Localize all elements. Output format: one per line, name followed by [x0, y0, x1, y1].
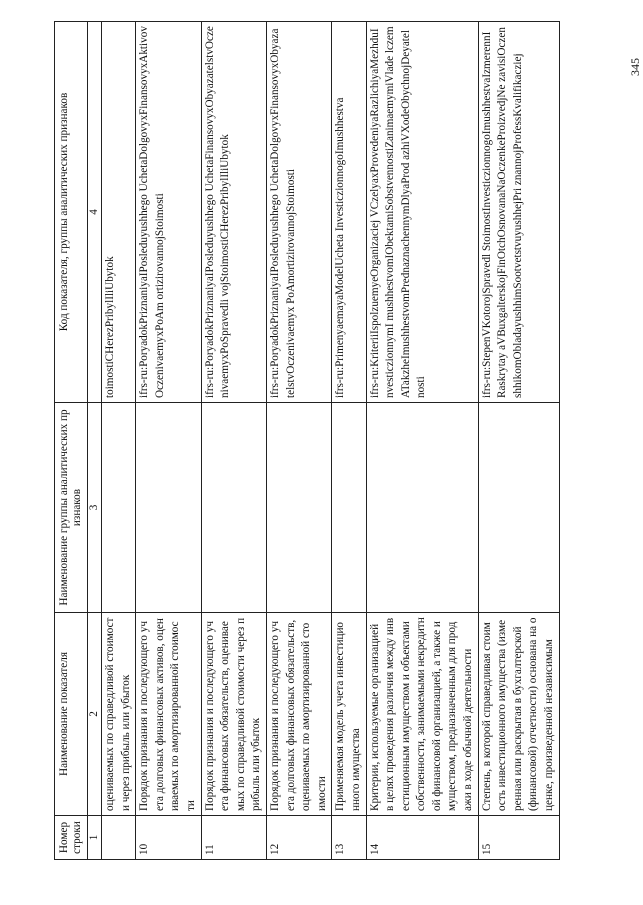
table-row [102, 22, 136, 860]
indicator-code: ifrs-ru:KriteriiIspolzuemyeOrganizaciej VCzelyaxProvedeniyaRazlichiyaMezhduInvesticzionnymI mushhestvomIObektamiSobstvennostiZanimaemymiVlade lczemATakzheImushhestvomPrednaznachennymDlyaProd azhiVXodeObychnojDeyatelnosti [366, 22, 478, 403]
row-number [102, 816, 136, 860]
indicator-name: Порядок признания и последующего учета долговых финансовых обязательств, оцениваемых по амортизированной стоимости [266, 613, 331, 816]
table-row [366, 22, 478, 860]
rotated-table-container [54, 22, 613, 860]
colnum-4: 4 [88, 22, 102, 403]
table-row [478, 22, 559, 860]
row-number: 10 [136, 816, 201, 860]
indicator-code: ifrs-ru:PoryadokPriznaniyaIPosleduyushhego UchetaFinansovyxObyazatelstvOczenivaemyxPoSpravedli vojStoimostiCHerezPribylIliUbytok [201, 22, 266, 403]
group-name [478, 403, 559, 613]
row-number: 11 [201, 816, 266, 860]
page-number: 345 [628, 58, 642, 76]
indicator-table [54, 21, 560, 860]
table-row [266, 22, 331, 860]
colnum-2: 2 [88, 613, 102, 816]
indicator-code: toimostiCHerezPribylIliUbytok [102, 22, 136, 403]
group-name [201, 403, 266, 613]
row-number: 14 [366, 816, 478, 860]
indicator-code: ifrs-ru:PoryadokPriznaniyaIPosleduyushhego UchetaDolgovyxFinansovyxObyazatelstvOczenivaemyx PoAmortizirovannojStoimosti [266, 22, 331, 403]
header-row-number: Номер строки [55, 816, 88, 860]
header-group-name: Наименование группы аналитических признаков [55, 403, 88, 613]
indicator-name: оцениваемых по справедливой стоимости через прибыль или убыток [102, 613, 136, 816]
row-number: 12 [266, 816, 331, 860]
group-name [102, 403, 136, 613]
indicator-name: Порядок признания и последующего учета финансовых обязательств, оцениваемых по справедливой стоимости через прибыль или убыток [201, 613, 266, 816]
row-number: 15 [478, 816, 559, 860]
indicator-code: ifrs-ru:PoryadokPriznaniyaIPosleduyushhego UchetaDolgovyxFinansovyxAktivovOczenivaemyxPoAm ortizirovannojStoimosti [136, 22, 201, 403]
group-name [332, 403, 366, 613]
header-indicator-name: Наименование показателя [55, 613, 88, 816]
indicator-code: ifrs-ru:StepenVKotorojSpravedl StoimostInvesticzionnogoImushhestvaIzmerennIRaskrytay aVBuxgalterskojFinOtchOsnovanaNaOczenkeProizvedjNe zavisiOczenshhikomObladayushhimSootvetstvuyushhejPri znannojProfessKvalifikacziej [478, 22, 559, 403]
header-row [55, 22, 88, 860]
indicator-name: Степень, в которой справедливая стоимость инвестиционного имущества (измеренная или раскрытая в бухгалтерской (финансовой) отчетности) основана на оценке, произведенной независимым [478, 613, 559, 816]
group-name [266, 403, 331, 613]
row-number: 13 [332, 816, 366, 860]
table-row [136, 22, 201, 860]
group-name [366, 403, 478, 613]
indicator-name: Порядок признания и последующего учета долговых финансовых активов, оцениваемых по амортизированной стоимости [136, 613, 201, 816]
colnum-3: 3 [88, 403, 102, 613]
column-number-row [88, 22, 102, 860]
indicator-code: ifrs-ru:PrimenyaemayaModelUcheta InvesticzionnogoImushhestva [332, 22, 366, 403]
indicator-name: Критерии, используемые организацией в целях проведения различия между инвестиционным имуществом и объектами собственности, занимаемыми некредитной финансовой организацией, а также имуществом, предназначенным для продажи в ходе обычной деятельности [366, 613, 478, 816]
group-name [136, 403, 201, 613]
header-indicator-code: Код показателя, группы аналитических признаков [55, 22, 88, 403]
colnum-1: 1 [88, 816, 102, 860]
table-row [201, 22, 266, 860]
indicator-name: Применяемая модель учета инвестиционного имущества [332, 613, 366, 816]
table-row [332, 22, 366, 860]
